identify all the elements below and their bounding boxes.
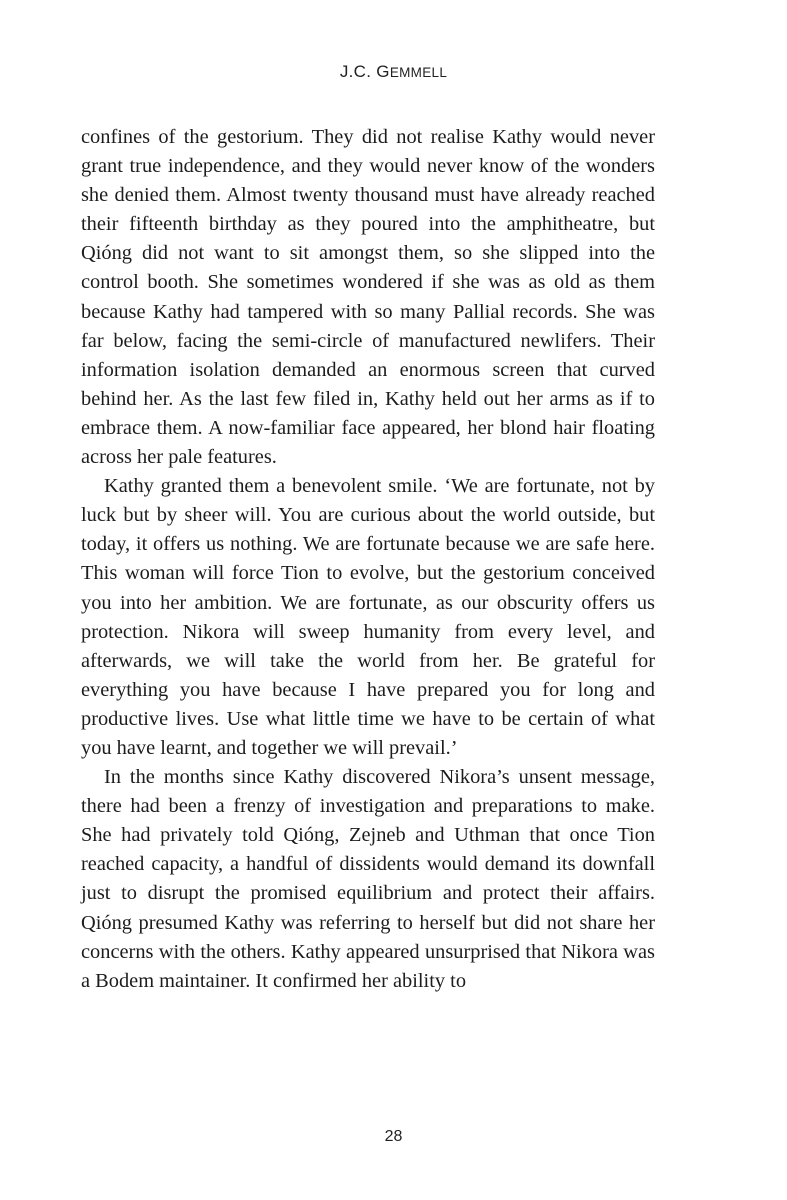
page-body (81, 123, 655, 996)
running-head (0, 62, 787, 82)
paragraph-months-since: In the months since Kathy discovered Nikora’s unsent message, there had been a frenzy of investigation and preparations to make. She had privately told Qióng, Zejneb and Uthman that once Tion reached capacity, a handful of dissidents would demand its downfall just to disrupt the promised equilibrium and protect their affairs. Qióng presumed Kathy was referring to herself but did not share her concerns with the others. Kathy appeared unsurprised that Nikora was a Bodem maintainer. It confirmed her ability to (81, 766, 655, 992)
page-number: 28 (384, 1128, 403, 1145)
paragraph-continued: confines of the gestorium. They did not realise Kathy would never grant true independence, and they would never know of the wonders she denied them. Almost twenty thousand must have already reached their fifteenth birthday as they poured into the amphitheatre, but Qióng did not want to sit amongst them, so she slipped into the control booth. She sometimes wondered if she was as old as them because Kathy had tampered with so many Pallial records. She was far below, facing the semi-circle of manufactured newlifers. Their information isolation demanded an enormous screen that curved behind her. As the last few filed in, Kathy held out her arms as if to embrace them. A now-familiar face appeared, her blond hair floating across her pale features. (81, 126, 655, 469)
author-name: J.C. GEMMELL (339, 62, 448, 81)
paragraph-kathy-speech: Kathy granted them a benevolent smile. ‘We are fortunate, not by luck but by sheer will. You are curious about the world outside, but today, it offers us nothing. We are fortunate because we are safe here. This woman will force Tion to evolve, but the gestorium conceived you into her ambition. We are fortunate, as our obscurity offers us protection. Nikora will sweep humanity from every level, and afterwards, we will take the world from her. Be grateful for everything you have because I have prepared you for long and productive lives. Use what little time we have to be certain of what you have learnt, and together we will prevail.’ (81, 475, 655, 759)
